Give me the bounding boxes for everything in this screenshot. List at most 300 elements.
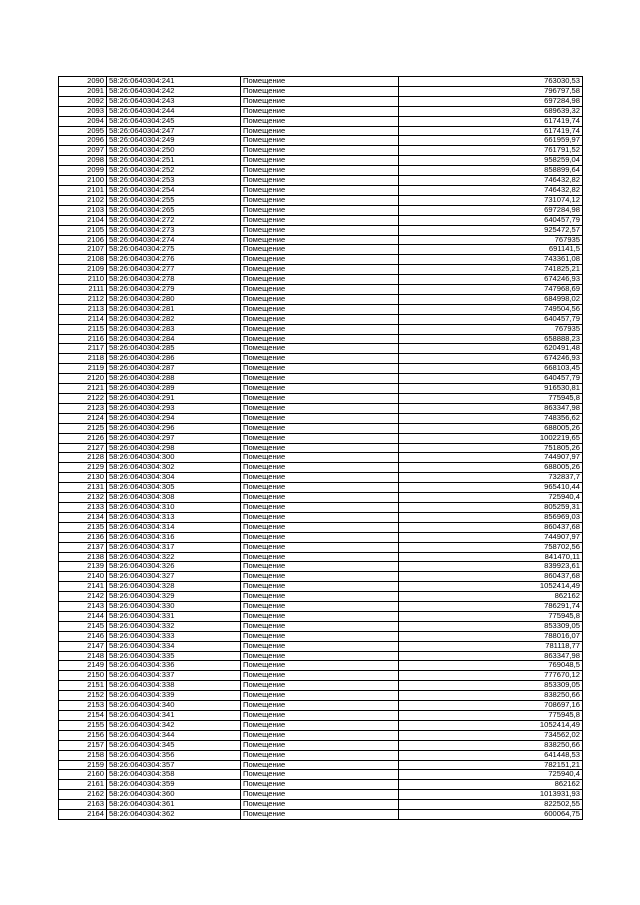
cadastral-number-cell: 58:26:0640304:283 (107, 324, 241, 334)
row-number-cell: 2129 (59, 463, 107, 473)
table-row (59, 463, 583, 473)
cadastral-value-cell: 731074,12 (399, 195, 583, 205)
table-row (59, 314, 583, 324)
cadastral-number-cell: 58:26:0640304:291 (107, 394, 241, 404)
cadastral-number-cell: 58:26:0640304:337 (107, 671, 241, 681)
row-number-cell: 2118 (59, 354, 107, 364)
cadastral-value-cell: 658888,23 (399, 334, 583, 344)
row-number-cell: 2109 (59, 265, 107, 275)
cadastral-number-cell: 58:26:0640304:308 (107, 493, 241, 503)
table-row (59, 522, 583, 532)
object-type-cell: Помещение (241, 86, 399, 96)
cadastral-number-cell: 58:26:0640304:340 (107, 701, 241, 711)
cadastral-value-cell: 600064,75 (399, 810, 583, 820)
object-type-cell: Помещение (241, 522, 399, 532)
table-row (59, 671, 583, 681)
cadastral-number-cell: 58:26:0640304:297 (107, 433, 241, 443)
cadastral-value-cell: 688005,26 (399, 463, 583, 473)
cadastral-value-cell: 775945,8 (399, 711, 583, 721)
cadastral-value-cell: 769048,5 (399, 661, 583, 671)
cadastral-value-cell: 925472,57 (399, 225, 583, 235)
table-row (59, 364, 583, 374)
cadastral-number-cell: 58:26:0640304:310 (107, 502, 241, 512)
table-row (59, 374, 583, 384)
row-number-cell: 2147 (59, 641, 107, 651)
cadastral-number-cell: 58:26:0640304:253 (107, 176, 241, 186)
row-number-cell: 2153 (59, 701, 107, 711)
object-type-cell: Помещение (241, 96, 399, 106)
cadastral-value-cell: 1002219,65 (399, 433, 583, 443)
object-type-cell: Помещение (241, 631, 399, 641)
cadastral-number-cell: 58:26:0640304:284 (107, 334, 241, 344)
cadastral-number-cell: 58:26:0640304:304 (107, 473, 241, 483)
object-type-cell: Помещение (241, 215, 399, 225)
cadastral-number-cell: 58:26:0640304:274 (107, 235, 241, 245)
row-number-cell: 2141 (59, 582, 107, 592)
cadastral-value-cell: 863347,98 (399, 651, 583, 661)
row-number-cell: 2125 (59, 423, 107, 433)
table-row (59, 354, 583, 364)
cadastral-number-cell: 58:26:0640304:252 (107, 166, 241, 176)
object-type-cell: Помещение (241, 780, 399, 790)
cadastral-value-cell: 661959,97 (399, 136, 583, 146)
cadastral-value-cell: 746432,82 (399, 176, 583, 186)
cadastral-value-cell: 841470,11 (399, 552, 583, 562)
table-row (59, 542, 583, 552)
table-row (59, 582, 583, 592)
cadastral-number-cell: 58:26:0640304:342 (107, 720, 241, 730)
row-number-cell: 2130 (59, 473, 107, 483)
table-row (59, 116, 583, 126)
object-type-cell: Помещение (241, 285, 399, 295)
cadastral-value-cell: 620491,48 (399, 344, 583, 354)
table-row (59, 651, 583, 661)
cadastral-value-cell: 674246,93 (399, 275, 583, 285)
cadastral-value-cell: 862162 (399, 592, 583, 602)
object-type-cell: Помещение (241, 443, 399, 453)
cadastral-value-cell: 688005,26 (399, 423, 583, 433)
object-type-cell: Помещение (241, 364, 399, 374)
cadastral-number-cell: 58:26:0640304:334 (107, 641, 241, 651)
table-row (59, 86, 583, 96)
cadastral-number-cell: 58:26:0640304:275 (107, 245, 241, 255)
row-number-cell: 2107 (59, 245, 107, 255)
cadastral-value-cell: 858899,64 (399, 166, 583, 176)
cadastral-value-cell: 781118,77 (399, 641, 583, 651)
row-number-cell: 2149 (59, 661, 107, 671)
row-number-cell: 2124 (59, 413, 107, 423)
row-number-cell: 2128 (59, 453, 107, 463)
object-type-cell: Помещение (241, 265, 399, 275)
object-type-cell: Помещение (241, 294, 399, 304)
row-number-cell: 2131 (59, 483, 107, 493)
table-row (59, 304, 583, 314)
cadastral-value-cell: 916530,81 (399, 384, 583, 394)
cadastral-number-cell: 58:26:0640304:277 (107, 265, 241, 275)
table-row (59, 691, 583, 701)
row-number-cell: 2115 (59, 324, 107, 334)
object-type-cell: Помещение (241, 185, 399, 195)
object-type-cell: Помещение (241, 701, 399, 711)
cadastral-value-cell: 1052414,49 (399, 582, 583, 592)
object-type-cell: Помещение (241, 413, 399, 423)
table-row (59, 760, 583, 770)
table-row (59, 235, 583, 245)
row-number-cell: 2106 (59, 235, 107, 245)
cadastral-number-cell: 58:26:0640304:329 (107, 592, 241, 602)
object-type-cell: Помещение (241, 800, 399, 810)
object-type-cell: Помещение (241, 235, 399, 245)
cadastral-value-cell: 674246,93 (399, 354, 583, 364)
row-number-cell: 2097 (59, 146, 107, 156)
table-row (59, 453, 583, 463)
cadastral-number-cell: 58:26:0640304:286 (107, 354, 241, 364)
cadastral-number-cell: 58:26:0640304:338 (107, 681, 241, 691)
object-type-cell: Помещение (241, 770, 399, 780)
cadastral-value-cell: 1013931,93 (399, 790, 583, 800)
table-row (59, 602, 583, 612)
object-type-cell: Помещение (241, 403, 399, 413)
cadastral-value-cell: 744907,97 (399, 453, 583, 463)
table-row (59, 344, 583, 354)
table-row (59, 126, 583, 136)
cadastral-number-cell: 58:26:0640304:242 (107, 86, 241, 96)
cadastral-value-cell: 761791,52 (399, 146, 583, 156)
cadastral-value-cell: 691141,5 (399, 245, 583, 255)
cadastral-number-cell: 58:26:0640304:288 (107, 374, 241, 384)
row-number-cell: 2099 (59, 166, 107, 176)
row-number-cell: 2142 (59, 592, 107, 602)
row-number-cell: 2120 (59, 374, 107, 384)
table-row (59, 294, 583, 304)
cadastral-number-cell: 58:26:0640304:330 (107, 602, 241, 612)
object-type-cell: Помещение (241, 205, 399, 215)
table-row (59, 790, 583, 800)
table-row (59, 631, 583, 641)
cadastral-value-cell: 860437,68 (399, 522, 583, 532)
cadastral-number-cell: 58:26:0640304:298 (107, 443, 241, 453)
cadastral-value-cell: 853309,05 (399, 621, 583, 631)
cadastral-value-cell: 747968,69 (399, 285, 583, 295)
object-type-cell: Помещение (241, 483, 399, 493)
cadastral-value-cell: 777670,12 (399, 671, 583, 681)
row-number-cell: 2155 (59, 720, 107, 730)
row-number-cell: 2098 (59, 156, 107, 166)
row-number-cell: 2156 (59, 730, 107, 740)
row-number-cell: 2162 (59, 790, 107, 800)
cadastral-number-cell: 58:26:0640304:285 (107, 344, 241, 354)
cadastral-number-cell: 58:26:0640304:328 (107, 582, 241, 592)
cadastral-number-cell: 58:26:0640304:359 (107, 780, 241, 790)
object-type-cell: Помещение (241, 195, 399, 205)
table-row (59, 106, 583, 116)
cadastral-number-cell: 58:26:0640304:335 (107, 651, 241, 661)
object-type-cell: Помещение (241, 750, 399, 760)
table-row (59, 324, 583, 334)
cadastral-value-cell: 743361,08 (399, 255, 583, 265)
cadastral-value-cell: 788016,07 (399, 631, 583, 641)
table-row (59, 512, 583, 522)
row-number-cell: 2121 (59, 384, 107, 394)
cadastral-value-cell: 617419,74 (399, 116, 583, 126)
table-row (59, 255, 583, 265)
row-number-cell: 2135 (59, 522, 107, 532)
cadastral-number-cell: 58:26:0640304:317 (107, 542, 241, 552)
cadastral-number-cell: 58:26:0640304:244 (107, 106, 241, 116)
cadastral-value-cell: 751805,26 (399, 443, 583, 453)
cadastral-number-cell: 58:26:0640304:300 (107, 453, 241, 463)
table-row (59, 800, 583, 810)
table-row (59, 621, 583, 631)
cadastral-number-cell: 58:26:0640304:316 (107, 532, 241, 542)
cadastral-value-cell: 763030,53 (399, 77, 583, 87)
table-row (59, 156, 583, 166)
row-number-cell: 2094 (59, 116, 107, 126)
object-type-cell: Помещение (241, 552, 399, 562)
cadastral-value-cell: 689639,32 (399, 106, 583, 116)
table-row (59, 195, 583, 205)
cadastral-value-cell: 965410,44 (399, 483, 583, 493)
object-type-cell: Помещение (241, 384, 399, 394)
cadastral-number-cell: 58:26:0640304:281 (107, 304, 241, 314)
cadastral-number-cell: 58:26:0640304:296 (107, 423, 241, 433)
object-type-cell: Помещение (241, 512, 399, 522)
object-type-cell: Помещение (241, 681, 399, 691)
row-number-cell: 2091 (59, 86, 107, 96)
cadastral-value-cell: 767935 (399, 324, 583, 334)
table-row (59, 423, 583, 433)
table-row (59, 641, 583, 651)
object-type-cell: Помещение (241, 493, 399, 503)
cadastral-value-cell: 746432,82 (399, 185, 583, 195)
table-row (59, 552, 583, 562)
table-row (59, 245, 583, 255)
row-number-cell: 2157 (59, 740, 107, 750)
cadastral-number-cell: 58:26:0640304:313 (107, 512, 241, 522)
object-type-cell: Помещение (241, 304, 399, 314)
table-row (59, 285, 583, 295)
cadastral-value-cell: 782151,21 (399, 760, 583, 770)
cadastral-number-cell: 58:26:0640304:333 (107, 631, 241, 641)
cadastral-value-cell: 708697,16 (399, 701, 583, 711)
object-type-cell: Помещение (241, 225, 399, 235)
row-number-cell: 2127 (59, 443, 107, 453)
cadastral-value-cell: 767935 (399, 235, 583, 245)
cadastral-number-cell: 58:26:0640304:339 (107, 691, 241, 701)
row-number-cell: 2132 (59, 493, 107, 503)
table-row (59, 185, 583, 195)
cadastral-value-cell: 725940,4 (399, 770, 583, 780)
cadastral-number-cell: 58:26:0640304:294 (107, 413, 241, 423)
row-number-cell: 2096 (59, 136, 107, 146)
table-row (59, 502, 583, 512)
cadastral-value-cell: 748356,62 (399, 413, 583, 423)
table-row (59, 493, 583, 503)
object-type-cell: Помещение (241, 374, 399, 384)
object-type-cell: Помещение (241, 255, 399, 265)
row-number-cell: 2112 (59, 294, 107, 304)
row-number-cell: 2159 (59, 760, 107, 770)
cadastral-value-cell: 741825,21 (399, 265, 583, 275)
object-type-cell: Помещение (241, 611, 399, 621)
row-number-cell: 2160 (59, 770, 107, 780)
object-type-cell: Помещение (241, 77, 399, 87)
row-number-cell: 2140 (59, 572, 107, 582)
cadastral-number-cell: 58:26:0640304:265 (107, 205, 241, 215)
cadastral-number-cell: 58:26:0640304:282 (107, 314, 241, 324)
object-type-cell: Помещение (241, 314, 399, 324)
cadastral-number-cell: 58:26:0640304:305 (107, 483, 241, 493)
table-row (59, 711, 583, 721)
row-number-cell: 2092 (59, 96, 107, 106)
object-type-cell: Помещение (241, 146, 399, 156)
cadastral-value-cell: 617419,74 (399, 126, 583, 136)
cadastral-value-cell: 640457,79 (399, 215, 583, 225)
registry-table-body (59, 77, 583, 820)
object-type-cell: Помещение (241, 602, 399, 612)
cadastral-number-cell: 58:26:0640304:289 (107, 384, 241, 394)
row-number-cell: 2146 (59, 631, 107, 641)
object-type-cell: Помещение (241, 344, 399, 354)
cadastral-number-cell: 58:26:0640304:336 (107, 661, 241, 671)
table-row (59, 780, 583, 790)
registry-table (58, 76, 583, 820)
row-number-cell: 2164 (59, 810, 107, 820)
cadastral-value-cell: 725940,4 (399, 493, 583, 503)
object-type-cell: Помещение (241, 760, 399, 770)
cadastral-number-cell: 58:26:0640304:344 (107, 730, 241, 740)
cadastral-number-cell: 58:26:0640304:255 (107, 195, 241, 205)
cadastral-number-cell: 58:26:0640304:254 (107, 185, 241, 195)
row-number-cell: 2126 (59, 433, 107, 443)
object-type-cell: Помещение (241, 423, 399, 433)
cadastral-value-cell: 860437,68 (399, 572, 583, 582)
object-type-cell: Помещение (241, 126, 399, 136)
cadastral-value-cell: 697284,98 (399, 96, 583, 106)
cadastral-value-cell: 744907,97 (399, 532, 583, 542)
object-type-cell: Помещение (241, 621, 399, 631)
table-row (59, 265, 583, 275)
table-row (59, 146, 583, 156)
table-row (59, 403, 583, 413)
cadastral-value-cell: 838250,66 (399, 740, 583, 750)
table-row (59, 681, 583, 691)
object-type-cell: Помещение (241, 473, 399, 483)
cadastral-number-cell: 58:26:0640304:326 (107, 562, 241, 572)
cadastral-value-cell: 822502,55 (399, 800, 583, 810)
cadastral-number-cell: 58:26:0640304:249 (107, 136, 241, 146)
cadastral-number-cell: 58:26:0640304:356 (107, 750, 241, 760)
table-row (59, 740, 583, 750)
cadastral-value-cell: 749504,56 (399, 304, 583, 314)
row-number-cell: 2139 (59, 562, 107, 572)
object-type-cell: Помещение (241, 592, 399, 602)
row-number-cell: 2119 (59, 364, 107, 374)
object-type-cell: Помещение (241, 542, 399, 552)
table-row (59, 443, 583, 453)
object-type-cell: Помещение (241, 582, 399, 592)
row-number-cell: 2123 (59, 403, 107, 413)
cadastral-number-cell: 58:26:0640304:331 (107, 611, 241, 621)
table-row (59, 334, 583, 344)
cadastral-value-cell: 684998,02 (399, 294, 583, 304)
row-number-cell: 2145 (59, 621, 107, 631)
document-page (58, 76, 582, 820)
table-row (59, 701, 583, 711)
cadastral-value-cell: 1052414,49 (399, 720, 583, 730)
cadastral-number-cell: 58:26:0640304:302 (107, 463, 241, 473)
object-type-cell: Помещение (241, 532, 399, 542)
object-type-cell: Помещение (241, 661, 399, 671)
cadastral-number-cell: 58:26:0640304:273 (107, 225, 241, 235)
cadastral-value-cell: 838250,66 (399, 691, 583, 701)
row-number-cell: 2117 (59, 344, 107, 354)
object-type-cell: Помещение (241, 691, 399, 701)
cadastral-number-cell: 58:26:0640304:279 (107, 285, 241, 295)
table-row (59, 136, 583, 146)
table-row (59, 483, 583, 493)
table-row (59, 750, 583, 760)
cadastral-value-cell: 863347,98 (399, 403, 583, 413)
object-type-cell: Помещение (241, 790, 399, 800)
cadastral-value-cell: 641448,53 (399, 750, 583, 760)
row-number-cell: 2152 (59, 691, 107, 701)
row-number-cell: 2104 (59, 215, 107, 225)
object-type-cell: Помещение (241, 502, 399, 512)
cadastral-value-cell: 839923,61 (399, 562, 583, 572)
table-row (59, 96, 583, 106)
cadastral-value-cell: 775945,8 (399, 394, 583, 404)
table-row (59, 413, 583, 423)
table-row (59, 720, 583, 730)
row-number-cell: 2158 (59, 750, 107, 760)
table-row (59, 572, 583, 582)
cadastral-number-cell: 58:26:0640304:293 (107, 403, 241, 413)
table-row (59, 611, 583, 621)
cadastral-value-cell: 805259,31 (399, 502, 583, 512)
object-type-cell: Помещение (241, 156, 399, 166)
object-type-cell: Помещение (241, 334, 399, 344)
table-row (59, 205, 583, 215)
cadastral-number-cell: 58:26:0640304:250 (107, 146, 241, 156)
cadastral-number-cell: 58:26:0640304:243 (107, 96, 241, 106)
cadastral-number-cell: 58:26:0640304:280 (107, 294, 241, 304)
table-row (59, 433, 583, 443)
table-row (59, 215, 583, 225)
table-row (59, 770, 583, 780)
row-number-cell: 2138 (59, 552, 107, 562)
table-row (59, 592, 583, 602)
cadastral-number-cell: 58:26:0640304:345 (107, 740, 241, 750)
row-number-cell: 2133 (59, 502, 107, 512)
row-number-cell: 2122 (59, 394, 107, 404)
object-type-cell: Помещение (241, 136, 399, 146)
table-row (59, 394, 583, 404)
object-type-cell: Помещение (241, 245, 399, 255)
cadastral-value-cell: 796797,58 (399, 86, 583, 96)
cadastral-value-cell: 668103,45 (399, 364, 583, 374)
cadastral-value-cell: 697284,98 (399, 205, 583, 215)
object-type-cell: Помещение (241, 651, 399, 661)
cadastral-value-cell: 758702,56 (399, 542, 583, 552)
cadastral-number-cell: 58:26:0640304:276 (107, 255, 241, 265)
cadastral-number-cell: 58:26:0640304:245 (107, 116, 241, 126)
object-type-cell: Помещение (241, 562, 399, 572)
row-number-cell: 2110 (59, 275, 107, 285)
row-number-cell: 2100 (59, 176, 107, 186)
row-number-cell: 2101 (59, 185, 107, 195)
row-number-cell: 2113 (59, 304, 107, 314)
